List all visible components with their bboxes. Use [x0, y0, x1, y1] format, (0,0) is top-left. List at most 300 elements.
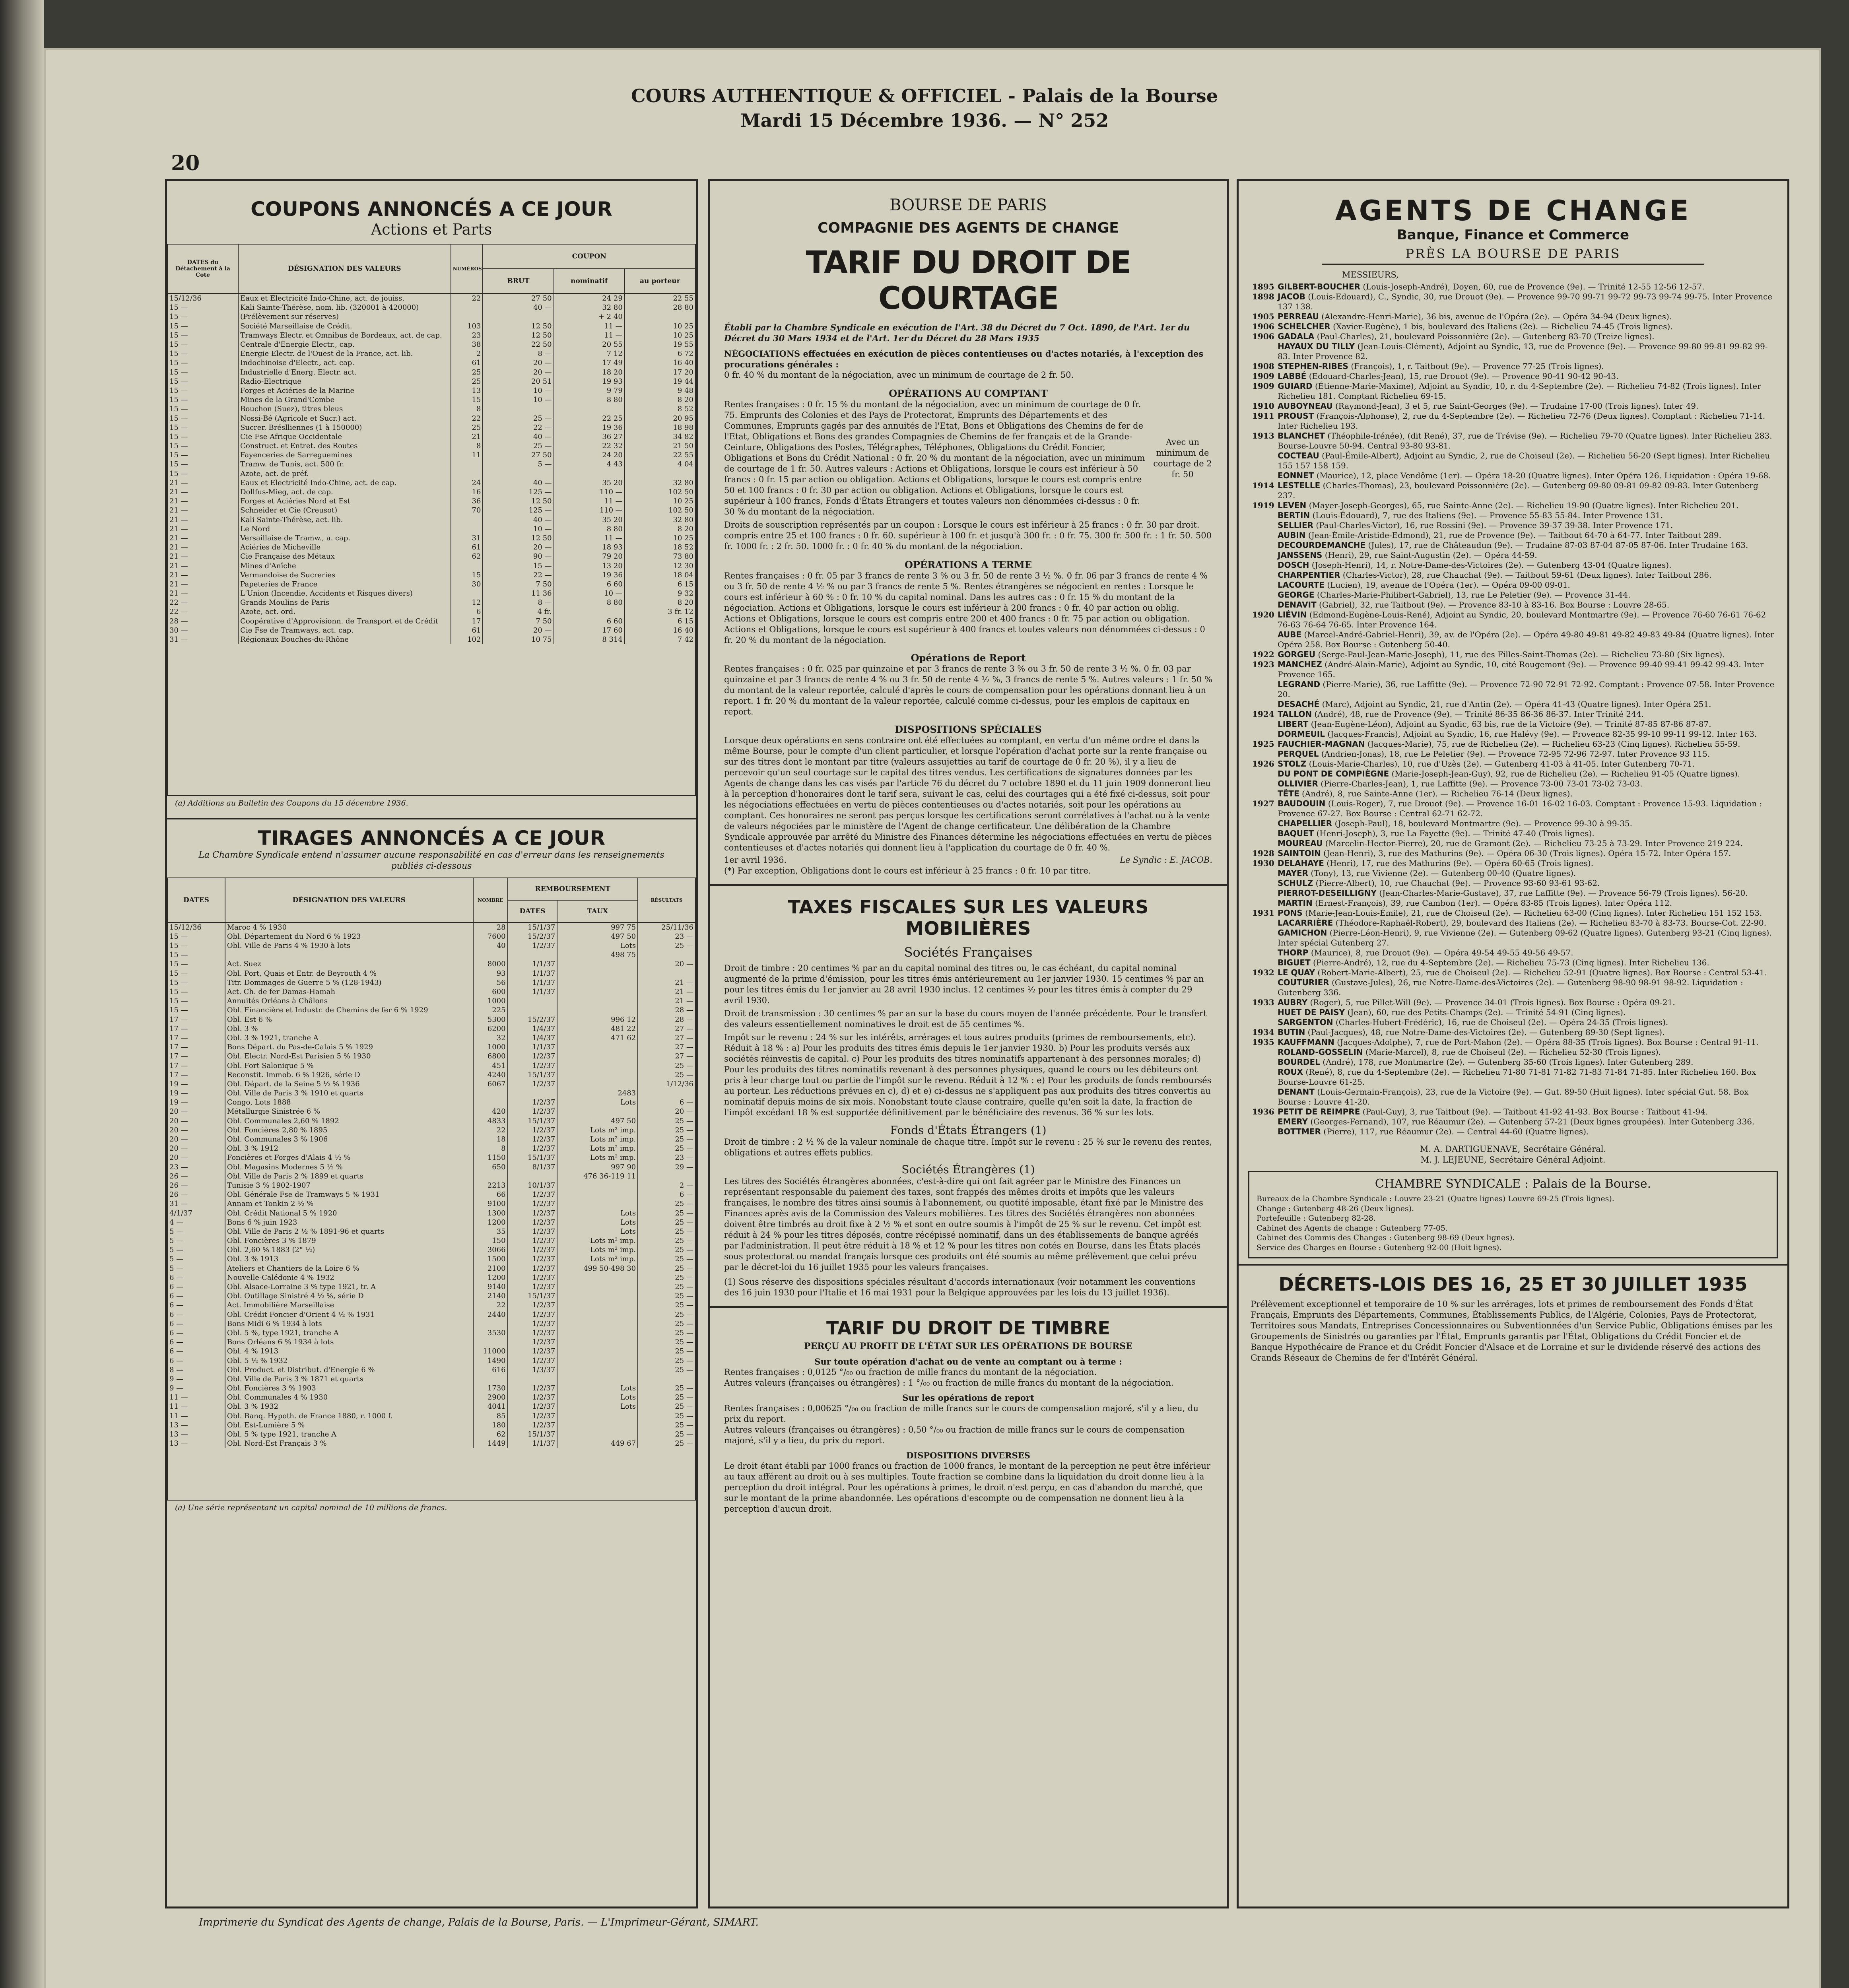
tirages-cell: 15/1/37: [508, 1430, 557, 1439]
coupons-cell: Cie Fse Afrique Occidentale: [238, 432, 451, 441]
tirages-cell: [473, 950, 508, 959]
tirages-row: [167, 1024, 695, 1033]
tirages-cell: 1/2/37: [508, 1208, 557, 1217]
tirages-cell: Lots: [557, 1402, 638, 1411]
agent-year: 1924: [1252, 709, 1274, 719]
tirages-row: [167, 1144, 695, 1153]
coupons-cell: 15 —: [167, 368, 238, 377]
agent-details: (Alexandre-Henri-Marie), 36 bis, avenue de l'Opéra (2e). — Opéra 34-94 (Deux lignes).: [1321, 312, 1672, 321]
agent-entry: [1252, 610, 1775, 630]
coupons-cell: 18 04: [625, 571, 695, 580]
agent-year: 1910: [1252, 401, 1274, 411]
agent-name: LEVEN: [1278, 501, 1307, 510]
agent-year: 1908: [1252, 361, 1274, 371]
agent-name: LIÉVIN: [1278, 610, 1307, 619]
coupons-cell: 4 04: [625, 460, 695, 469]
tirages-cell: 2483: [557, 1089, 638, 1098]
tirages-cell: 1/2/37: [508, 1190, 557, 1199]
agent-name: LABBÉ: [1278, 371, 1307, 381]
agent-details: (Paul-Charles), 21, boulevard Poissonnière (2e). — Gutenberg 83-70 (Treize lignes).: [1317, 332, 1655, 341]
timbre-diverses-text: Le droit étant établi par 1000 francs ou fraction de 1000 francs, le montant de la perception ne peut être inférieur au taux afférent au droit ou à ses multiples. Toute fraction se combine dans la liquidation du droit donne lieu à la perception du droit intégral. Pour les opérations à primes, le droit n'est perçu, en cas d'abandon du marché, que sur le montant de la prime abandonnée. Les opérations d'escompte ou de compensation ne donnent lieu à la perception d'aucun droit.: [724, 1461, 1211, 1514]
agent-entry: [1252, 918, 1775, 928]
coupons-cell: 19 36: [554, 423, 625, 432]
agent-entry: [1252, 282, 1775, 292]
coupons-cell: 19 36: [554, 571, 625, 580]
agent-name: THORP: [1278, 948, 1309, 957]
agent-entry: [1252, 401, 1775, 411]
tirages-cell: Obl. Ville de Paris 3 % 1910 et quarts: [225, 1089, 473, 1098]
agent-details: (François-Alphonse), 2, rue du 4-Septembre (2e). — Richelieu 72-76 (Deux lignes). Comptant : Richelieu 71-14. Inter Richelieu 193.: [1278, 411, 1765, 431]
agent-entry: [1252, 769, 1775, 779]
coupons-cell: Vermandoise de Sucreries: [238, 571, 451, 580]
agent-details: (Théodore-Raphaël-Robert), 29, boulevard des Italiens (2e). — Richelieu 83-70 à 83-73. Bourse-Cot. 22-90.: [1335, 918, 1767, 928]
agent-details: (Paul-Guy), 3, rue Taitbout (9e). — Taitbout 41-92 41-93. Box Bourse : Taitbout 41-94.: [1362, 1107, 1708, 1116]
coupons-row: [167, 293, 695, 303]
coupons-cell: 17 60: [554, 626, 625, 635]
tirages-cell: 17 —: [167, 1052, 225, 1061]
tirages-cell: 1/2/37: [508, 1135, 557, 1144]
coupons-cell: 90 —: [483, 552, 554, 561]
tirages-cell: [638, 1172, 695, 1181]
tirages-cell: 6 —: [167, 1291, 225, 1301]
tirages-row: [167, 1421, 695, 1430]
tirages-cell: 17 —: [167, 1043, 225, 1052]
agent-name: GAMICHON: [1278, 928, 1327, 938]
tirages-row: [167, 1245, 695, 1254]
tirages-cell: 25 —: [638, 1439, 695, 1448]
tirages-cell: 150: [473, 1236, 508, 1245]
agent-entry: [1252, 292, 1775, 312]
tirages-cell: 5300: [473, 1015, 508, 1024]
tirages-cell: Lots: [557, 941, 638, 950]
agent-entry: [1252, 998, 1775, 1008]
coupons-cell: [451, 303, 483, 312]
coupons-col-dates: DATES du Détachement à la Cote: [167, 244, 238, 293]
coupons-row: [167, 441, 695, 450]
coupons-cell: [554, 404, 625, 414]
tirages-cell: 1/1/37: [508, 1439, 557, 1448]
coupons-cell: 8 20: [625, 395, 695, 404]
coupons-cell: 15 —: [167, 441, 238, 450]
coupons-cell: 12 50: [483, 331, 554, 340]
coupons-cell: 15 —: [167, 312, 238, 321]
agent-details: (André-Alain-Marie), Adjoint au Syndic, 10, cité Rougemont (9e). — Provence 99-40 99-41 99-42 99-43. Inter Provence 165.: [1278, 660, 1764, 679]
tirages-cell: 25 —: [638, 941, 695, 950]
tirages-cell: 18: [473, 1135, 508, 1144]
tirages-cell: 15/12/36: [167, 922, 225, 932]
coupons-cell: 10 —: [483, 395, 554, 404]
coupons-cell: Bouchon (Suez), titres bleus: [238, 404, 451, 414]
tirages-cell: 1/1/37: [508, 987, 557, 996]
tirages-row: [167, 1347, 695, 1356]
tirages-row: [167, 1172, 695, 1181]
agent-name: AUBE: [1278, 630, 1302, 639]
tirages-cell: Obl. 4 % 1913: [225, 1347, 473, 1356]
agent-name: LE QUAY: [1278, 968, 1315, 977]
coupons-cell: 25: [451, 377, 483, 386]
coupons-row: [167, 580, 695, 589]
tirages-cell: 1/2/37: [508, 1218, 557, 1227]
tirages-cell: Nouvelle-Calédonie 4 % 1932: [225, 1273, 473, 1282]
agent-entry: [1252, 371, 1775, 381]
tirages-cell: [557, 1310, 638, 1319]
tirages-cell: [508, 1375, 557, 1384]
coupons-cell: 23: [451, 331, 483, 340]
tirages-cell: 2900: [473, 1393, 508, 1402]
tirages-cell: 13 —: [167, 1439, 225, 1448]
tirages-cell: 27 —: [638, 1052, 695, 1061]
coupons-cell: 22 25: [554, 414, 625, 423]
coupons-cell: 24: [451, 478, 483, 487]
tirages-cell: 1150: [473, 1153, 508, 1162]
tirages-cell: Obl. 2,60 % 1883 (2° ½): [225, 1245, 473, 1254]
coupons-cell: 15 —: [167, 331, 238, 340]
coupons-cell: 79 20: [554, 552, 625, 561]
coupons-cell: 10 75: [483, 635, 554, 644]
masthead-title: COURS AUTHENTIQUE & OFFICIEL - Palais de la Bourse: [631, 85, 1218, 107]
coupons-cell: Radio-Electrique: [238, 377, 451, 386]
agent-year: 1928: [1252, 848, 1274, 858]
coupons-cell: 11 —: [554, 322, 625, 331]
agent-details: (Marie-Marcel), 8, rue de Choiseul (2e). — Richelieu 52-30 (Trois lignes).: [1365, 1047, 1661, 1057]
agent-name: PROUST: [1278, 411, 1314, 421]
coupons-cell: 21 —: [167, 497, 238, 506]
tirages-cell: [557, 1282, 638, 1291]
tirages-cell: 17 —: [167, 1061, 225, 1070]
coupons-row: [167, 487, 695, 497]
coupons-cell: 17 49: [554, 358, 625, 367]
agent-details: (Marie-Jean-Louis-Émile), 21, rue de Choiseul (2e). — Richelieu 63-00 (Cinq lignes). Inter Richelieu 151 152 153.: [1305, 908, 1762, 918]
tirages-cell: 20 —: [167, 1144, 225, 1153]
timbre-title: TARIF DU DROIT DE TIMBRE: [826, 1317, 1110, 1339]
coupons-footnote: (a) Additions au Bulletin des Coupons du 15 décembre 1936.: [167, 795, 696, 811]
tirages-row: [167, 1264, 695, 1273]
coupons-col-designation: DÉSIGNATION DES VALEURS: [238, 244, 451, 293]
tirages-cell: 25 —: [638, 1236, 695, 1245]
coupons-cell: 21: [451, 432, 483, 441]
tirages-cell: 451: [473, 1061, 508, 1070]
tarif-droits-souscription: Droits de souscription représentés par un coupon : Lorsque le cours est inférieur à 25 francs : 0 fr. 30 par droit. compris entre 25 et 100 francs : 0 fr. 60. supérieur à 100 fr. et jusqu'à 300 fr. : 0 fr. 75. 300 fr. 500 fr. : 1 fr. 50. 500 fr. 1000 fr. : 2 fr. 50. 1000 fr. : 0 fr. 40 % du montant de la négociation.: [724, 520, 1212, 551]
agent-year: 1914: [1252, 481, 1274, 490]
agent-entry: [1252, 1017, 1775, 1027]
tirages-cell: 25 —: [638, 1070, 695, 1079]
tirages-cell: Obl. Communales 4 % 1930: [225, 1393, 473, 1402]
tirages-cell: [557, 1356, 638, 1365]
tirages-cell: [508, 1089, 557, 1098]
tirages-cell: 15/2/37: [508, 1015, 557, 1024]
tirages-col-dates: DATES: [167, 878, 225, 922]
agent-year: 1930: [1252, 858, 1274, 868]
coupons-cell: 125 —: [483, 487, 554, 497]
coupons-cell: 17: [451, 617, 483, 626]
coupons-cell: 10 25: [625, 331, 695, 340]
agent-year: 1926: [1252, 759, 1274, 769]
tirages-row: [167, 1126, 695, 1135]
tirages-cell: 9100: [473, 1199, 508, 1208]
coupons-col-nominatif: nominatif: [554, 269, 625, 293]
agent-year: 1931: [1252, 908, 1274, 918]
tirages-cell: 25 —: [638, 1208, 695, 1217]
chambre-line: Cabinet des Commis des Changes : Gutenberg 98-69 (Deux lignes).: [1257, 1233, 1515, 1242]
column-agents-de-change: [1237, 179, 1789, 1908]
coupons-cell: 102 50: [625, 487, 695, 497]
tirages-cell: 1/2/37: [508, 1356, 557, 1365]
coupons-cell: [483, 312, 554, 321]
tirages-cell: 1/2/37: [508, 1236, 557, 1245]
tirages-row: [167, 1079, 695, 1089]
coupons-cell: 7 50: [483, 580, 554, 589]
agent-year: 1935: [1252, 1037, 1274, 1047]
tirages-row: [167, 1227, 695, 1236]
coupons-cell: Kali Sainte-Thérèse, act. lib.: [238, 515, 451, 524]
agent-name: DOSCH: [1278, 560, 1309, 570]
agent-name: EONNET: [1278, 471, 1314, 480]
agent-name: LIBERT: [1278, 719, 1309, 729]
tirages-cell: [638, 1089, 695, 1098]
agent-entry: [1252, 660, 1775, 679]
tirages-cell: Maroc 4 % 1930: [225, 922, 473, 932]
coupons-cell: Azote, act. ord.: [238, 607, 451, 616]
tirages-row: [167, 996, 695, 1006]
tirages-cell: 93: [473, 969, 508, 978]
coupons-cell: 15 —: [167, 395, 238, 404]
agent-details: (Paul-Jacques), 48, rue Notre-Dame-des-Victoires (2e). — Gutenberg 89-30 (Sept lignes).: [1307, 1027, 1665, 1037]
agents-subtitle: Banque, Finance et Commerce: [1396, 227, 1630, 243]
tirages-row: [167, 1356, 695, 1365]
coupons-cell: 31 —: [167, 635, 238, 644]
coupons-cell: 21 50: [625, 441, 695, 450]
tirages-cell: Lots: [557, 1393, 638, 1402]
agent-details: (Jean-Louis-Clément), Adjoint au Syndic, 13, rue de Provence (9e). — Provence 99-80 99-81 99-82 99-83. Inter Provence 82.: [1278, 342, 1768, 361]
agent-name: COCTEAU: [1278, 451, 1319, 460]
tirages-cell: Bons Orléans 6 % 1934 à lots: [225, 1338, 473, 1347]
coupons-cell: 15 —: [167, 349, 238, 358]
timbre-line3: Autres valeurs (françaises ou étrangères) : 1 °/₀₀ ou fraction de mille francs du montant de la négociation.: [724, 1378, 1174, 1388]
tirages-row: [167, 1365, 695, 1375]
agent-details: (René), 8, rue du 4-Septembre (2e). — Richelieu 71-80 71-81 71-82 71-83 71-84 71-85. Inter Richelieu 160. Box Bourse-Louvre 61-25.: [1278, 1067, 1756, 1087]
agent-entry: [1252, 332, 1775, 342]
tirages-cell: 1730: [473, 1384, 508, 1393]
tirages-cell: [557, 1006, 638, 1015]
tirages-cell: 471 62: [557, 1033, 638, 1043]
tirages-cell: 20 —: [638, 1107, 695, 1116]
tirages-row: [167, 1043, 695, 1052]
tirages-cell: 6067: [473, 1079, 508, 1089]
tirages-cell: 5 —: [167, 1254, 225, 1264]
agent-year: 1934: [1252, 1027, 1274, 1037]
coupons-row: [167, 386, 695, 395]
printer-imprint: Imprimerie du Syndicat des Agents de change, Palais de la Bourse, Paris. — L'Imprimeur-Gérant, SIMART.: [199, 1916, 759, 1928]
agent-details: (Louis-Édouard), 7, rue des Italiens (9e). — Provence 55-83 55-84. Inter Provence 131.: [1312, 511, 1663, 520]
coupons-cell: 8 80: [554, 524, 625, 534]
tirages-row: [167, 1328, 695, 1338]
coupons-cell: 21 —: [167, 580, 238, 589]
agent-details: (Louis-Germain-François), 23, rue de la Victoire (9e). — Gut. 89-50 (Huit lignes). Inter spécial Gut. 58. Box Bourse : Louvre 41-20.: [1278, 1087, 1749, 1107]
agent-name: LESTELLE: [1278, 481, 1321, 490]
coupons-cell: Cie Française des Métaux: [238, 552, 451, 561]
tirages-cell: [557, 959, 638, 969]
agent-details: (André), 48, rue de Provence (9e). — Trinité 86-35 86-36 86-37. Inter Trinité 244.: [1314, 709, 1644, 719]
tirages-cell: 996 12: [557, 1015, 638, 1024]
agent-year: 1905: [1252, 312, 1274, 321]
agent-entry: [1252, 431, 1775, 451]
agent-details: (Tony), 13, rue Vivienne (2e). — Gutenberg 00-40 (Quatre lignes).: [1311, 868, 1576, 878]
tirages-row: [167, 1070, 695, 1079]
agent-entry: [1252, 958, 1775, 968]
tirages-cell: 3530: [473, 1328, 508, 1338]
tirages-cell: 25 —: [638, 1199, 695, 1208]
coupons-cell: Versaillaise de Tramw., a. cap.: [238, 534, 451, 543]
agent-details: (Jules), 17, rue de Châteaudun (9e). — Trudaine 87-03 87-04 87-05 87-06. Inter Trudaine 163.: [1368, 540, 1748, 550]
tirages-cell: Lots m² imp.: [557, 1144, 638, 1153]
tirages-cell: 4 —: [167, 1218, 225, 1227]
agent-entry: [1252, 1067, 1775, 1087]
tarif-report-title: Opérations de Report: [911, 652, 1026, 664]
agent-details: (Louis-Edouard), C., Syndic, 30, rue Drouot (9e). — Provence 99-70 99-71 99-72 99-73 99-74 99-75. Inter Provence 137 138.: [1278, 292, 1772, 311]
tirages-cell: 5 —: [167, 1264, 225, 1273]
agent-entry: [1252, 799, 1775, 819]
tirages-cell: 8000: [473, 959, 508, 969]
agents-subtitle2: PRÈS LA BOURSE DE PARIS: [1322, 246, 1704, 265]
agent-name: HUET DE PAISY: [1278, 1008, 1345, 1017]
tirages-cell: 420: [473, 1107, 508, 1116]
tirages-cell: [473, 1172, 508, 1181]
agent-name: DENANT: [1278, 1087, 1315, 1097]
coupons-cell: + 2 40: [554, 312, 625, 321]
coupons-row: [167, 404, 695, 414]
tirages-cell: 8/1/37: [508, 1163, 557, 1172]
agent-details: (Maurice), 8, rue Drouot (9e). — Opéra 49-54 49-55 49-56 49-57.: [1311, 948, 1573, 957]
coupons-row: [167, 598, 695, 607]
coupons-cell: [451, 524, 483, 534]
tirages-cell: 6 —: [167, 1282, 225, 1291]
agent-name: DECOURDEMANCHE: [1278, 540, 1366, 550]
coupons-row: [167, 534, 695, 543]
tirages-rows: [167, 922, 695, 1448]
tirages-cell: 23 —: [638, 932, 695, 941]
taxes-fonds-etats: Fonds d'États Étrangers (1): [890, 1124, 1047, 1137]
tirages-cell: Lots m² imp.: [557, 1126, 638, 1135]
coupons-cell: 17 20: [625, 368, 695, 377]
agent-year: 1909: [1252, 371, 1274, 381]
coupons-row: [167, 331, 695, 340]
coupons-cell: 31: [451, 534, 483, 543]
agent-year: 1927: [1252, 799, 1274, 808]
agent-details: (Jacques-Francis), Adjoint au Syndic, 16, rue Halévy (9e). — Provence 82-35 99-10 99-11 99-12. Inter 163.: [1327, 729, 1757, 739]
agent-details: (Marie-Joseph-Jean-Guy), 92, rue de Richelieu (2e). — Richelieu 91-05 (Quatre lignes).: [1391, 769, 1740, 779]
tirages-cell: 28 —: [638, 1015, 695, 1024]
coupons-cell: 6 15: [625, 580, 695, 589]
timbre-report1: Rentes françaises : 0,00625 °/₀₀ ou fraction de mille francs sur le cours de compensation majoré, s'il y a lieu, du prix du report.: [724, 1404, 1198, 1424]
tirages-cell: Obl. Est 6 %: [225, 1015, 473, 1024]
coupons-cell: 35 20: [554, 515, 625, 524]
coupons-cell: [483, 404, 554, 414]
tirages-cell: 4041: [473, 1402, 508, 1411]
chambre-line: Portefeuille : Gutenberg 82-28.: [1257, 1214, 1376, 1223]
tirages-cell: [508, 1172, 557, 1181]
tirages-col-remboursement: REMBOURSEMENT: [508, 878, 638, 900]
coupons-cell: 40 —: [483, 478, 554, 487]
tirages-cell: 25 —: [638, 1402, 695, 1411]
agent-details: (Andrien-Jonas), 18, rue Le Peletier (9e). — Provence 72-95 72-96 72-97. Inter Provence 93 115.: [1321, 749, 1710, 759]
tirages-cell: 1/2/37: [508, 1199, 557, 1208]
tirages-cell: Congo, Lots 1888: [225, 1098, 473, 1107]
tirages-cell: [557, 1328, 638, 1338]
agent-name: SAINTOIN: [1278, 848, 1321, 858]
agent-details: (Paul-Émile-Albert), Adjoint au Syndic, 2, rue de Choiseul (2e). — Richelieu 56-20 (Sept lignes). Inter Richelieu 155 157 158 159.: [1278, 451, 1770, 470]
coupons-cell: 6 60: [554, 580, 625, 589]
tirages-cell: 2 —: [638, 1181, 695, 1190]
page-number: 20: [171, 151, 200, 175]
coupons-cell: 40 —: [483, 515, 554, 524]
tirages-cell: Obl. Port, Quais et Entr. de Beyrouth 4 %: [225, 969, 473, 978]
coupons-cell: 27 50: [483, 450, 554, 460]
tirages-cell: 21 —: [638, 987, 695, 996]
agent-name: SARGENTON: [1278, 1017, 1333, 1027]
coupons-cell: Construct. et Entret. des Routes: [238, 441, 451, 450]
coupons-cell: [554, 469, 625, 478]
tarif-exception: (*) Par exception, Obligations dont le cours est inférieur à 25 francs : 0 fr. 10 par titre.: [724, 866, 1091, 876]
agent-details: (Charles-Hubert-Frédéric), 16, rue de Choiseul (2e). — Opéra 24-35 (Trois lignes).: [1335, 1017, 1668, 1027]
tirages-cell: 20 —: [167, 1153, 225, 1162]
tirages-row: [167, 1439, 695, 1448]
tirages-cell: Titr. Dommages de Guerre 5 % (128-1943): [225, 978, 473, 987]
tirages-cell: 6 —: [167, 1301, 225, 1310]
agent-details: (Roger), 5, rue Pillet-Will (9e). — Provence 34-01 (Trois lignes). Box Bourse : Opéra 09-21.: [1310, 998, 1675, 1007]
tirages-cell: 481 22: [557, 1024, 638, 1033]
tirages-cell: [638, 1375, 695, 1384]
coupons-cell: 22 55: [625, 293, 695, 303]
coupons-cell: 21 —: [167, 589, 238, 598]
agent-entry: [1252, 570, 1775, 580]
tirages-cell: 20 —: [167, 1107, 225, 1116]
tirages-cell: 15/1/37: [508, 1153, 557, 1162]
tirages-cell: 1/3/37: [508, 1365, 557, 1375]
taxes-droit-transmission: Droit de transmission : 30 centimes % par an sur la base du cours moyen de l'année précédente. Pour le transfert des valeurs essentiellement nominatives le droit est de 55 centimes %.: [724, 1009, 1207, 1029]
tarif-kicker: BOURSE DE PARIS: [890, 196, 1047, 214]
coupons-row: [167, 377, 695, 386]
tirages-cell: 11 —: [167, 1411, 225, 1421]
tarif-negociations: NÉGOCIATIONS effectuées en exécution de pièces contentieuses ou d'actes notariés, à l'exception des procurations générales :: [724, 349, 1204, 369]
coupons-cell: 20 51: [483, 377, 554, 386]
tirages-cell: 10/1/37: [508, 1181, 557, 1190]
agent-details: (Xavier-Eugène), 1 bis, boulevard des Italiens (2e). — Richelieu 74-45 (Trois lignes).: [1333, 322, 1673, 331]
decrets-title: DÉCRETS-LOIS DES 16, 25 ET 30 JUILLET 1935: [1278, 1274, 1748, 1295]
coupons-cell: 8: [451, 404, 483, 414]
tirages-cell: Obl. Département du Nord 6 % 1923: [225, 932, 473, 941]
coupons-cell: 28 —: [167, 617, 238, 626]
taxes-note: (1) Sous réserve des dispositions spéciales résultant d'accords internationaux (voir notamment les conventions des 16 juin 1930 pour l'Italie et 16 mai 1931 pour la Belgique approuvées par les lois du 13 juillet 1936).: [724, 1277, 1196, 1297]
coupons-cell: Forges et Aciéries de la Marine: [238, 386, 451, 395]
coupons-cell: 102 50: [625, 506, 695, 515]
agent-name: MANCHEZ: [1278, 660, 1322, 669]
tirages-cell: 1/2/37: [508, 1310, 557, 1319]
coupons-row: [167, 340, 695, 349]
coupons-cell: 6 72: [625, 349, 695, 358]
tirages-cell: 1/2/37: [508, 1402, 557, 1411]
taxes-societes-etr: Sociétés Étrangères (1): [901, 1163, 1035, 1176]
agent-name: PIERROT-DESEILLIGNY: [1278, 888, 1377, 898]
agent-name: GADALA: [1278, 332, 1315, 341]
coupons-cell: 6: [451, 607, 483, 616]
agent-entry: [1252, 312, 1775, 322]
tarif-date: 1er avril 1936.: [724, 855, 787, 865]
agent-details: (Jean-Eugène-Léon), Adjoint au Syndic, 63 bis, rue de la Victoire (9e). — Trinité 87-85 87-86 87-87.: [1311, 719, 1711, 729]
tirages-cell: [473, 1319, 508, 1328]
agent-entry: [1252, 630, 1775, 650]
tirages-cell: 29 —: [638, 1163, 695, 1172]
coupons-row: [167, 460, 695, 469]
